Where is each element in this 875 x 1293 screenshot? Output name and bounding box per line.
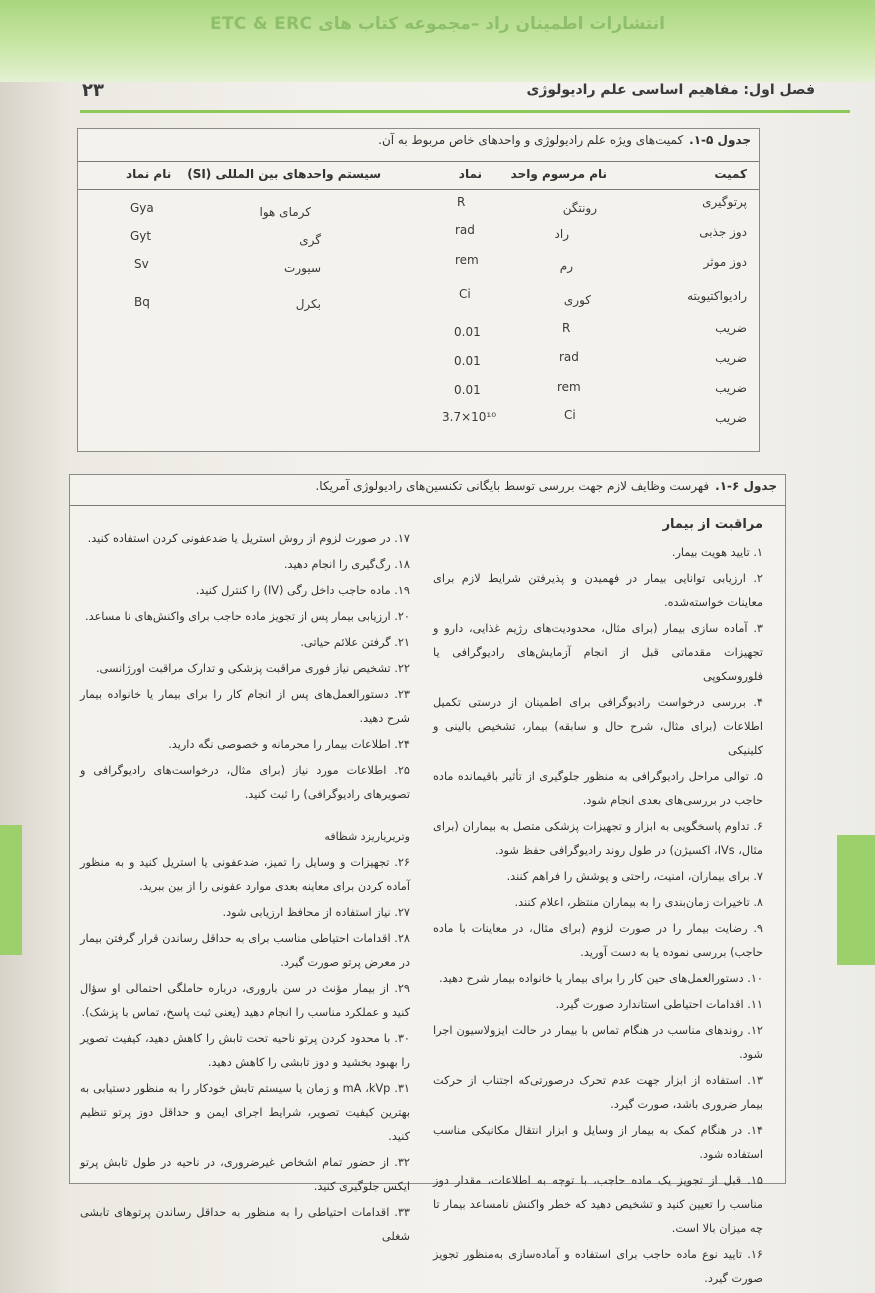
- list-item: ۳۳. اقدامات احتیاطی را به منظور به حداقل رساندن پرتوهای تابشی شغلی: [80, 1206, 410, 1243]
- list-item: ۲۴. اطلاعات بیمار را محرمانه و خصوصی نگه دارید.: [168, 738, 410, 751]
- table2-caption-text: فهرست وظایف لازم جهت بررسی توسط بایگانی تکنسین‌های رادیولوژی آمریکا.: [315, 479, 710, 493]
- table-cell: رم: [559, 259, 573, 273]
- header-divider: [80, 110, 850, 113]
- list-item: ۲۹. از بیمار مؤنث در سن باروری، درباره حاملگی احتمالی او سؤال کنید و عملکرد مناسب را انجام دهید (یعنی ثبت پاسخ، تماس با پزشک).: [80, 982, 410, 1019]
- list-item: ۶. تداوم پاسخگویی به ابزار و تجهیزات پزشکی متصل به بیماران (برای مثال، IVs، اکسیژن) در طول روند رادیوگرافی حفظ شود.: [433, 820, 763, 857]
- list-item: ۲۶. تجهیزات و وسایل را تمیز، ضدعفونی یا استریل کنید و به منظور آماده کردن برای معاینه بعدی موارد عفونی را از بین ببرید.: [80, 856, 410, 893]
- table-cell: دوز موثر: [703, 255, 747, 269]
- table1-header-rule-bottom: [78, 189, 759, 190]
- list-item: ۱۹. ماده حاجب داخل رگی (IV) را کنترل کنید.: [195, 584, 410, 597]
- list-item: ۲۱. گرفتن علائم حیاتی.: [300, 636, 410, 649]
- list-item: ۲. ارزیابی توانایی بیمار در فهمیدن و پذیرفتن شرایط لازم برای معاینات خواسته‌شده.: [433, 572, 763, 609]
- table-cell: دوز جذبی: [699, 225, 747, 239]
- table-cell: Sv: [134, 257, 149, 271]
- list-item: ۱۶. تایید نوع ماده حاجب برای استفاده و آماده‌سازی به‌منظور تجویز صورت گیرد.: [433, 1248, 763, 1285]
- table-cell: 0.01: [454, 354, 481, 368]
- list-item: ۳۲. از حضور تمام اشخاص غیرضروری، در ناحیه در طول تابش پرتو ایکس جلوگیری کنید.: [80, 1156, 410, 1193]
- list-item: ۲۰. ارزیابی بیمار پس از تجویز ماده حاجب برای واکنش‌های نا مساعد.: [85, 610, 410, 623]
- table-cell: rem: [557, 380, 581, 394]
- list-item: ۹. رضایت بیمار را در صورت لزوم (برای مثال، در معاینات با ماده حاجب) بررسی نموده یا به دست آورید.: [433, 922, 763, 959]
- table-cell: راد: [554, 227, 569, 241]
- list-item: ۳. آماده سازی بیمار (برای مثال، محدودیت‌های رژیم غذایی، دارو و تجهیزات مقدماتی قبل از انجام آزمایش‌های رادیوگرافی یا فلوروسکوپی: [433, 622, 763, 683]
- list-item: ۲۵. اطلاعات مورد نیاز (برای مثال، درخواست‌های رادیوگرافی و تصویرهای رادیوگرافی) را ثبت کنید.: [80, 764, 410, 801]
- list-item: ۱۰. دستورالعمل‌های حین کار را برای بیمار یا خانواده بیمار شرح دهید.: [439, 972, 763, 985]
- table2-header-rule: [70, 505, 785, 506]
- table-cell: rem: [455, 253, 479, 267]
- table-cell: Gyt: [130, 229, 152, 243]
- table1-caption: [378, 133, 751, 147]
- table-cell: پرتوگیری: [702, 195, 747, 209]
- th-symbol: نماد: [458, 167, 482, 181]
- table-cell: ضریب: [715, 351, 747, 365]
- list-item: ۲۳. دستورالعمل‌های پس از انجام کار را برای بیمار یا خانواده بیمار شرح دهید.: [80, 688, 410, 725]
- list-item: ۱۷. در صورت لزوم از روش استریل یا ضدعفونی کردن استفاده کنید.: [87, 532, 410, 545]
- th-conv-unit: نام مرسوم واحد: [510, 167, 607, 181]
- table2-caption: [315, 479, 777, 493]
- table-cell: رادیواکتیویته: [687, 289, 747, 303]
- chapter-title: فصل اول: مفاهیم اساسی علم رادیولوژی: [526, 82, 815, 98]
- table-cell: rad: [455, 223, 475, 237]
- table-cell: Ci: [459, 287, 471, 301]
- left-column: [80, 527, 410, 1251]
- right-column: [433, 513, 763, 1293]
- list-item: ۱۴. در هنگام کمک به بیمار از وسایل و ابزار انتقال مکانیکی مناسب استفاده شود.: [433, 1124, 763, 1161]
- list-item: ۱. تایید هویت بیمار.: [671, 546, 763, 559]
- units-table: [77, 128, 760, 452]
- list-item: ۱۱. اقدامات احتیاطی استاندارد صورت گیرد.: [555, 998, 763, 1011]
- table-cell: rad: [559, 350, 579, 364]
- list-item: ۳۰. با محدود کردن پرتو ناحیه تحت تابش را کاهش دهید، کیفیت تصویر را بهبود بخشید و دوز تابشی را کاهش دهید.: [80, 1032, 410, 1069]
- table-cell: بکرل: [295, 297, 321, 311]
- list-item: ۲۲. تشخیص نیاز فوری مراقبت پزشکی و تدارک مراقبت اورژانسی.: [95, 662, 410, 675]
- section-heading: مراقبت از بیمار: [662, 517, 763, 532]
- list-item: ۷. برای بیماران، امنیت، راحتی و پوشش را فراهم کنند.: [506, 870, 763, 883]
- table-cell: Ci: [564, 408, 576, 422]
- list-item: ۴. بررسی درخواست رادیوگرافی برای اطمینان از درستی تکمیل اطلاعات (برای مثال، شرح حال و سابقه) بیمار، تشخیص بالینی و کلینیکی: [433, 696, 763, 757]
- table-cell: کوری: [563, 293, 591, 307]
- table-cell: R: [562, 321, 571, 335]
- list-item: ۱۸. رگ‌گیری را انجام دهید.: [283, 558, 410, 571]
- table1-label: جدول ۵-۱.: [689, 133, 751, 147]
- table-cell: 0.01: [454, 383, 481, 397]
- table-cell: 0.01: [454, 325, 481, 339]
- table2-label: جدول ۶-۱.: [715, 479, 777, 493]
- table-cell: Gya: [130, 201, 154, 215]
- list-item: ۱۳. استفاده از ابزار جهت عدم تحرک درصورتی‌که اجتناب از حرکت بیمار ضروری باشد، صورت گیرد.: [433, 1074, 763, 1111]
- th-quantity: کمیت: [714, 167, 747, 181]
- list-item: ۸. تاخیرات زمان‌بندی را به بیماران منتظر، اعلام کنند.: [514, 896, 763, 909]
- table-cell: ضریب: [715, 411, 747, 425]
- table-cell: کرمای هوا: [259, 205, 311, 219]
- table-cell: رونتگن: [562, 201, 597, 215]
- tasks-table: [69, 474, 786, 1285]
- table-cell: گری: [299, 233, 321, 247]
- table-cell: Bq: [134, 295, 150, 309]
- list-item: ۳۱. mA ،kVp و زمان یا سیستم تابش خودکار را به منظور دستیابی به بهترین کیفیت تصویر، شرایط اجرای ایمن و حداقل دوز پرتو تنظیم کنید.: [80, 1082, 410, 1143]
- list-item: ۵. توالی مراحل رادیوگرافی به منظور جلوگیری از تأثیر باقیمانده ماده حاجب در بررسی‌های بعدی انجام شود.: [433, 770, 763, 807]
- header-banner: [0, 0, 875, 82]
- table-cell: ضریب: [715, 321, 747, 335]
- table1-caption-text: کمیت‌های ویژه علم رادیولوژی و واحدهای خاص مربوط به آن.: [378, 133, 684, 147]
- list-item: ۲۸. اقدامات احتیاطی مناسب برای به حداقل رساندن قرار گرفتن بیمار در معرض پرتو صورت گیرد.: [80, 932, 410, 969]
- list-item: ۱۲. روندهای مناسب در هنگام تماس با بیمار در حالت ایزولاسیون اجرا شود.: [433, 1024, 763, 1061]
- th-si-unit: سیستم واحدهای بین المللی (SI): [187, 167, 381, 181]
- page-number: ۲۳: [82, 80, 104, 101]
- table-cell: R: [457, 195, 466, 209]
- list-item: ۱۵. قبل از تجویز یک ماده حاجب، با توجه به اطلاعات، مقدار دوز مناسب را تعیین کنید و تشخیص دهید که خطر واکنش نامساعد بیمار تا چه میزان بالا است.: [433, 1174, 763, 1235]
- list-item: ۲۷. نیاز استفاده از محافظ ارزیابی شود.: [222, 906, 410, 919]
- thumb-tab-left: [0, 825, 22, 955]
- table-cell: سیورت: [284, 261, 321, 275]
- table-cell: ضریب: [715, 381, 747, 395]
- section-subheading: وتریریاریزد شظافه: [324, 830, 410, 843]
- table1-header-rule-top: [78, 161, 759, 162]
- th-si-symbol: نام نماد: [126, 167, 172, 181]
- publisher-banner-text: انتشارات اطمینان راد –مجموعه کتاب های ETC & ERC: [210, 14, 665, 34]
- thumb-tab-right: [837, 835, 875, 965]
- table-cell: 3.7×10¹⁰: [442, 410, 497, 424]
